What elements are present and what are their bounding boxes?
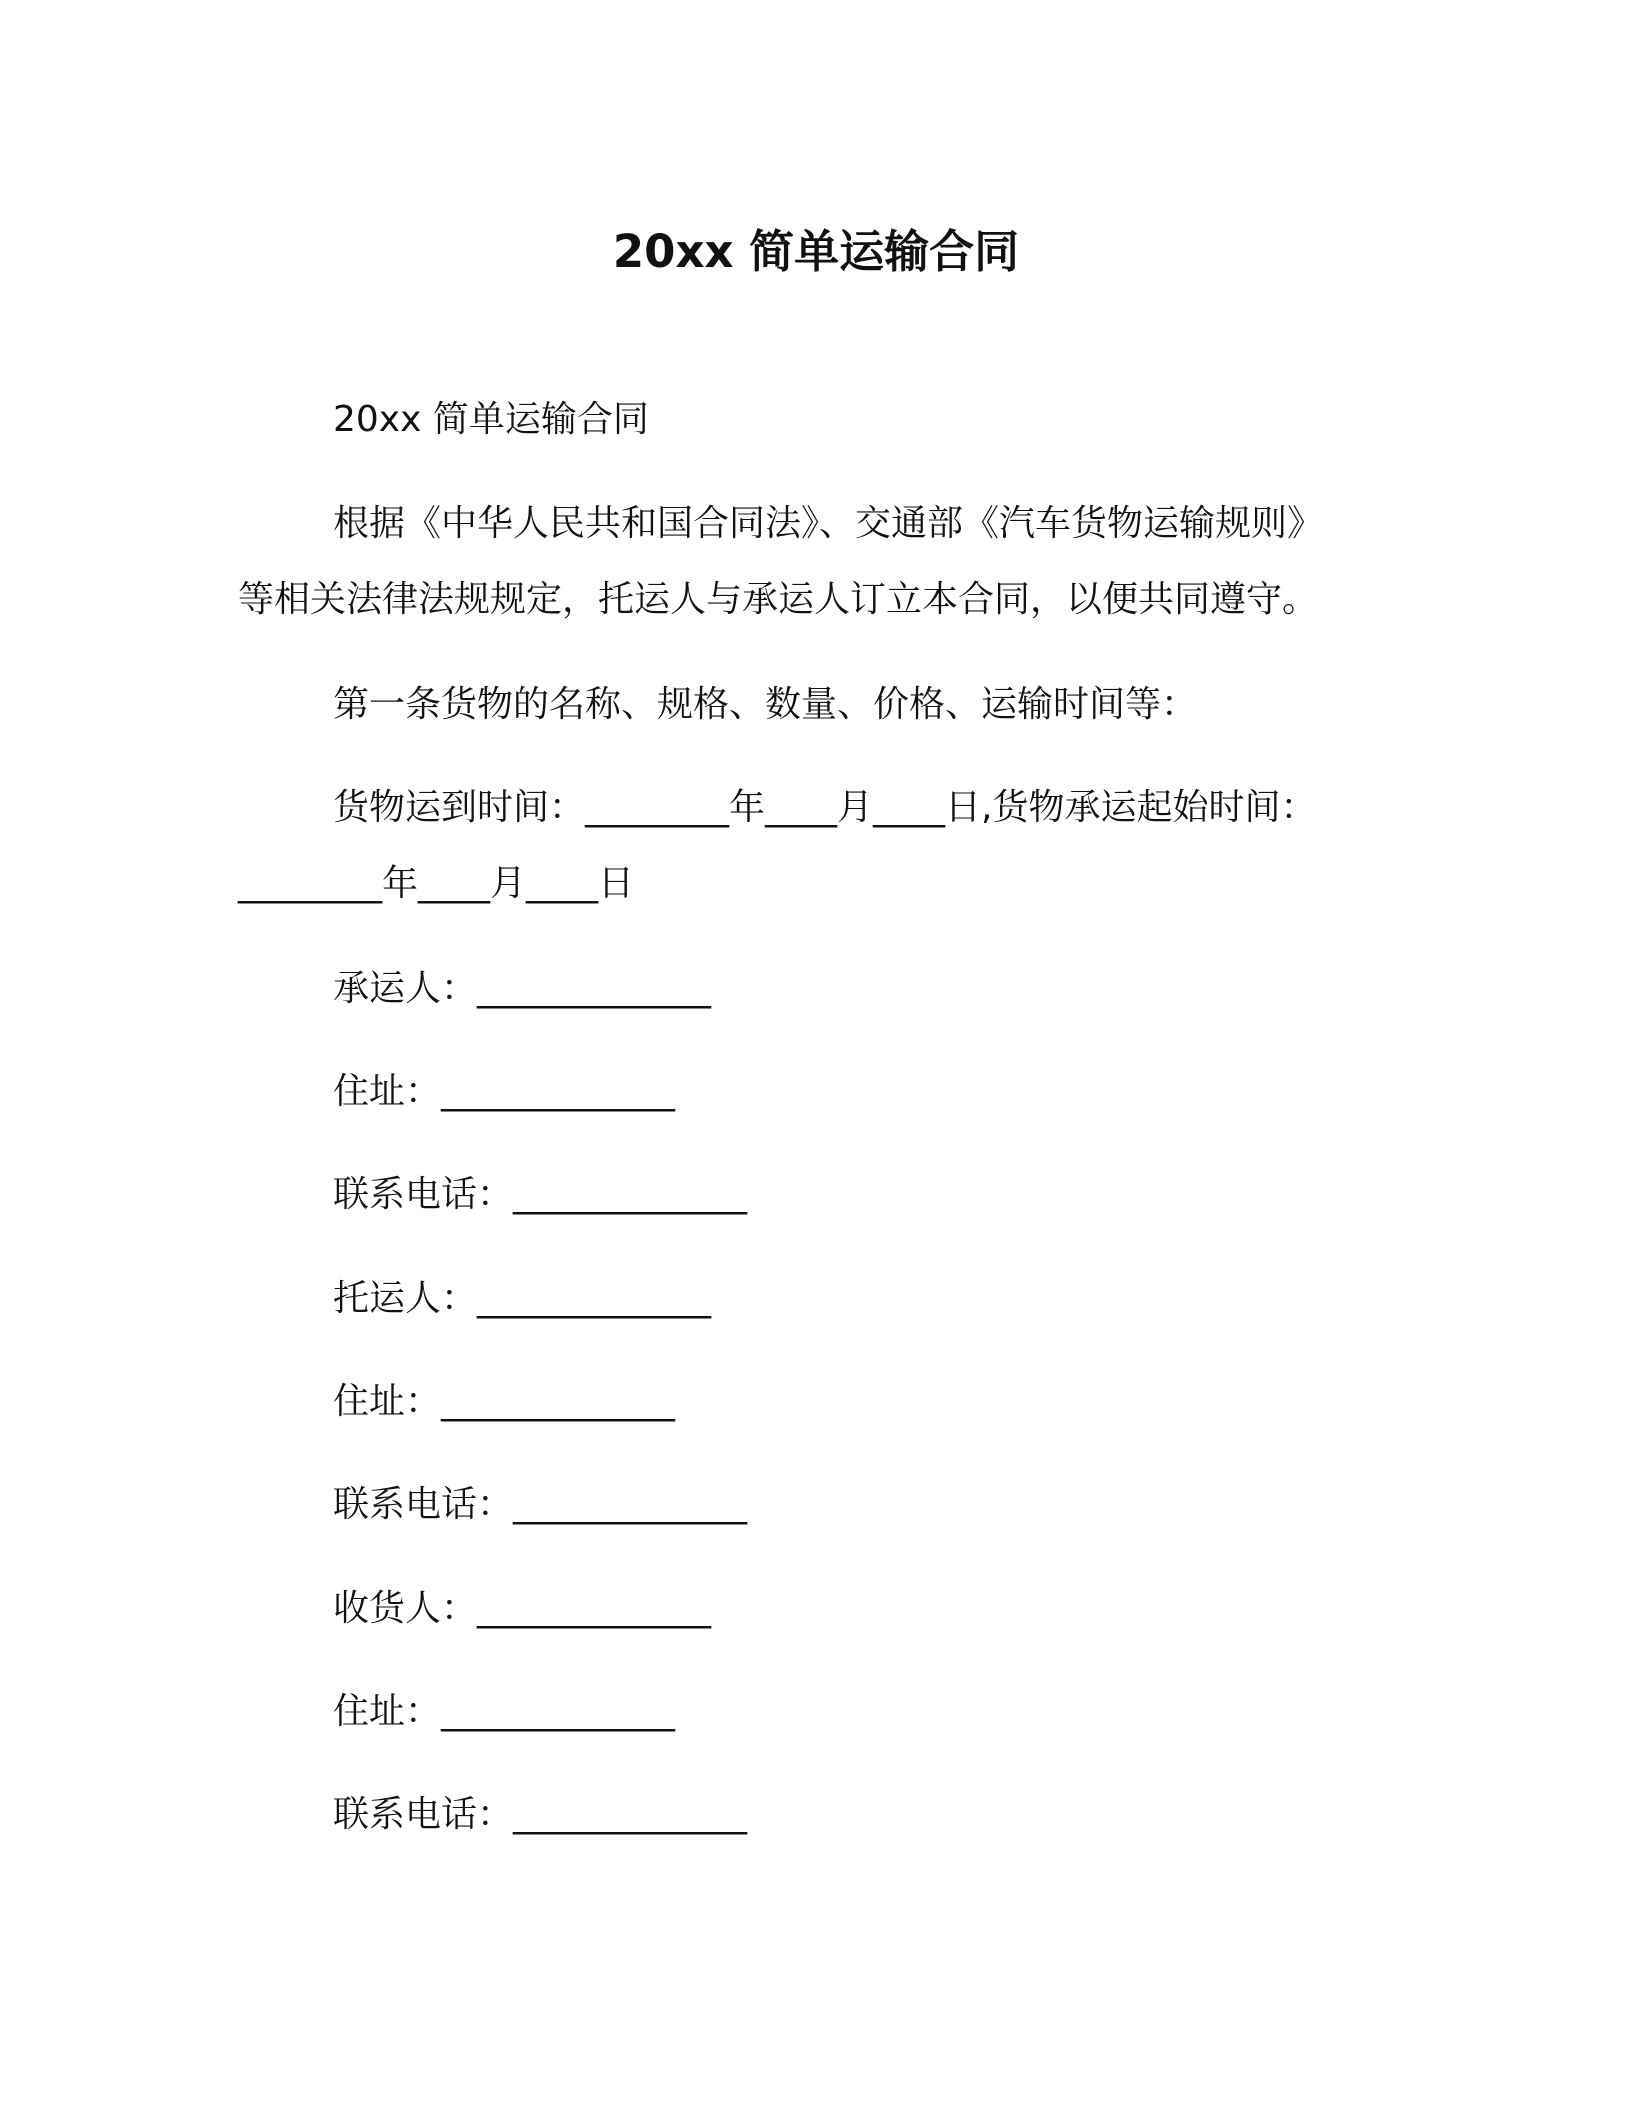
delivery-time-line-1: 货物运到时间：________年____月____日,货物承运起始时间： [333,787,1317,828]
preamble-line-2: 等相关法律法规规定，托运人与承运人订立本合同，以便共同遵守。 [238,579,1319,620]
consignee-address-field: 住址：_____________ [333,1691,676,1732]
shipper-name-field: 托运人：_____________ [333,1278,712,1319]
document-subtitle: 20xx 简单运输合同 [333,399,649,440]
preamble-line-1: 根据《中华人民共和国合同法》、交通部《汽车货物运输规则》 [333,503,1324,544]
consignee-phone-field: 联系电话：_____________ [333,1794,748,1835]
article-1-heading: 第一条货物的名称、规格、数量、价格、运输时间等： [333,684,1198,725]
carrier-name-field: 承运人：_____________ [333,968,712,1009]
document-title: 20xx 简单运输合同 [612,225,1020,278]
shipper-address-field: 住址：_____________ [333,1381,676,1422]
consignee-name-field: 收货人：_____________ [333,1588,712,1629]
delivery-time-line-2: ________年____月____日 [238,863,634,904]
carrier-address-field: 住址：_____________ [333,1071,676,1112]
shipper-phone-field: 联系电话：_____________ [333,1484,748,1525]
carrier-phone-field: 联系电话：_____________ [333,1174,748,1215]
